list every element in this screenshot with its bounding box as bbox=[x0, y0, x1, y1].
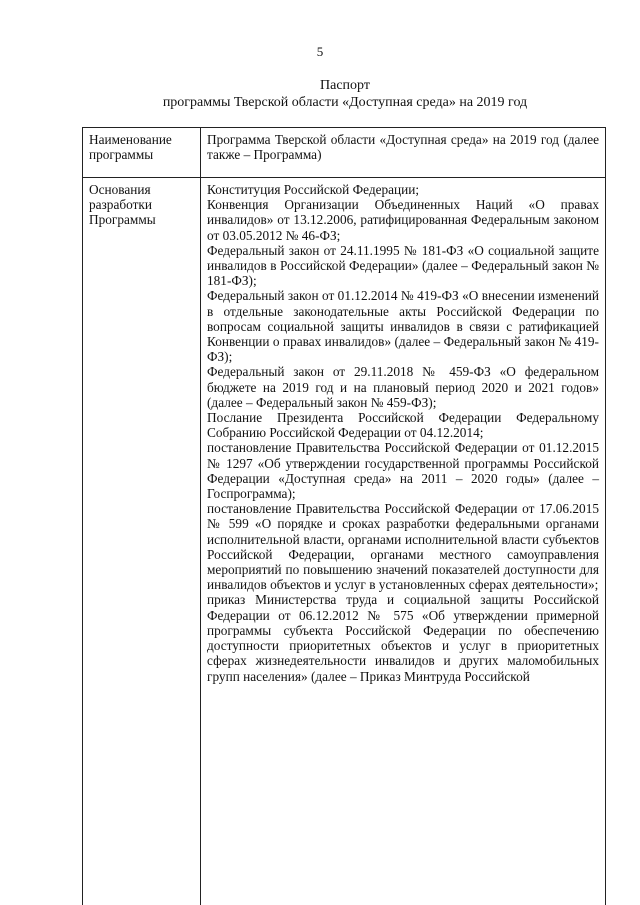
row-label: Наименование программы bbox=[83, 128, 201, 178]
row-label: Основания разработки Программы bbox=[83, 178, 201, 905]
table-row bbox=[83, 178, 606, 905]
legal-basis-item: приказ Министерства труда и социальной защиты Российской Федерации от 06.12.2012 № 575 «Об утверждении примерной программы субъекта Российской Федерации по обеспечению доступности приоритетных объектов и услуг в приоритетных сферах жизнедеятельности инвалидов и других маломобильных групп населения» (далее – Приказ Минтруда Российской bbox=[207, 592, 599, 684]
legal-basis-item: Конвенция Организации Объединенных Наций «О правах инвалидов» от 13.12.2006, ратифицированная Федеральным законом от 03.05.2012 № 46-ФЗ; bbox=[207, 197, 599, 243]
passport-table bbox=[82, 127, 606, 905]
legal-basis-item: постановление Правительства Российской Федерации от 17.06.2015 № 599 «О порядке и сроках разработки федеральными органами исполнительной власти, органами исполнительной власти субъектов Российской Федерации, органами местного самоуправления мероприятий по повышению значений показателей доступности для инвалидов объектов и услуг в установленных сферах деятельности»; bbox=[207, 501, 599, 593]
row-value bbox=[201, 178, 606, 905]
table-row bbox=[83, 128, 606, 178]
title-line-2: программы Тверской области «Доступная среда» на 2019 год bbox=[162, 95, 528, 110]
legal-basis-item: Федеральный закон от 01.12.2014 № 419-ФЗ «О внесении изменений в отдельные законодательные акты Российской Федерации по вопросам социальной защиты инвалидов в связи с ратификацией Конвенции о правах инвалидов» (далее – Федеральный закон № 419-ФЗ); bbox=[207, 288, 599, 365]
legal-basis-item: Послание Президента Российской Федерации Федеральному Собранию Российской Федерации от 04.12.2014; bbox=[207, 410, 599, 441]
page-number: 5 bbox=[316, 44, 324, 59]
legal-basis-item: Конституция Российской Федерации; bbox=[207, 182, 420, 197]
row-value: Программа Тверской области «Доступная среда» на 2019 год (далее также – Программа) bbox=[201, 128, 606, 178]
legal-basis-item: Федеральный закон от 24.11.1995 № 181-ФЗ «О социальной защите инвалидов в Российской Федерации» (далее – Федеральный закон № 181-ФЗ); bbox=[207, 242, 599, 289]
document-title bbox=[80, 77, 610, 111]
legal-basis-item: постановление Правительства Российской Федерации от 01.12.2015 № 1297 «Об утверждении государственной программы Российской Федерации «Доступная среда» на 2011 – 2020 годы» (далее – Госпрограмма); bbox=[207, 440, 599, 502]
title-line-1: Паспорт bbox=[320, 78, 370, 93]
legal-basis-item: Федеральный закон от 29.11.2018 № 459-ФЗ «О федеральном бюджете на 2019 год и на плановый период 2020 и 2021 годов» (далее – Федеральный закон № 459-ФЗ); bbox=[207, 364, 599, 410]
